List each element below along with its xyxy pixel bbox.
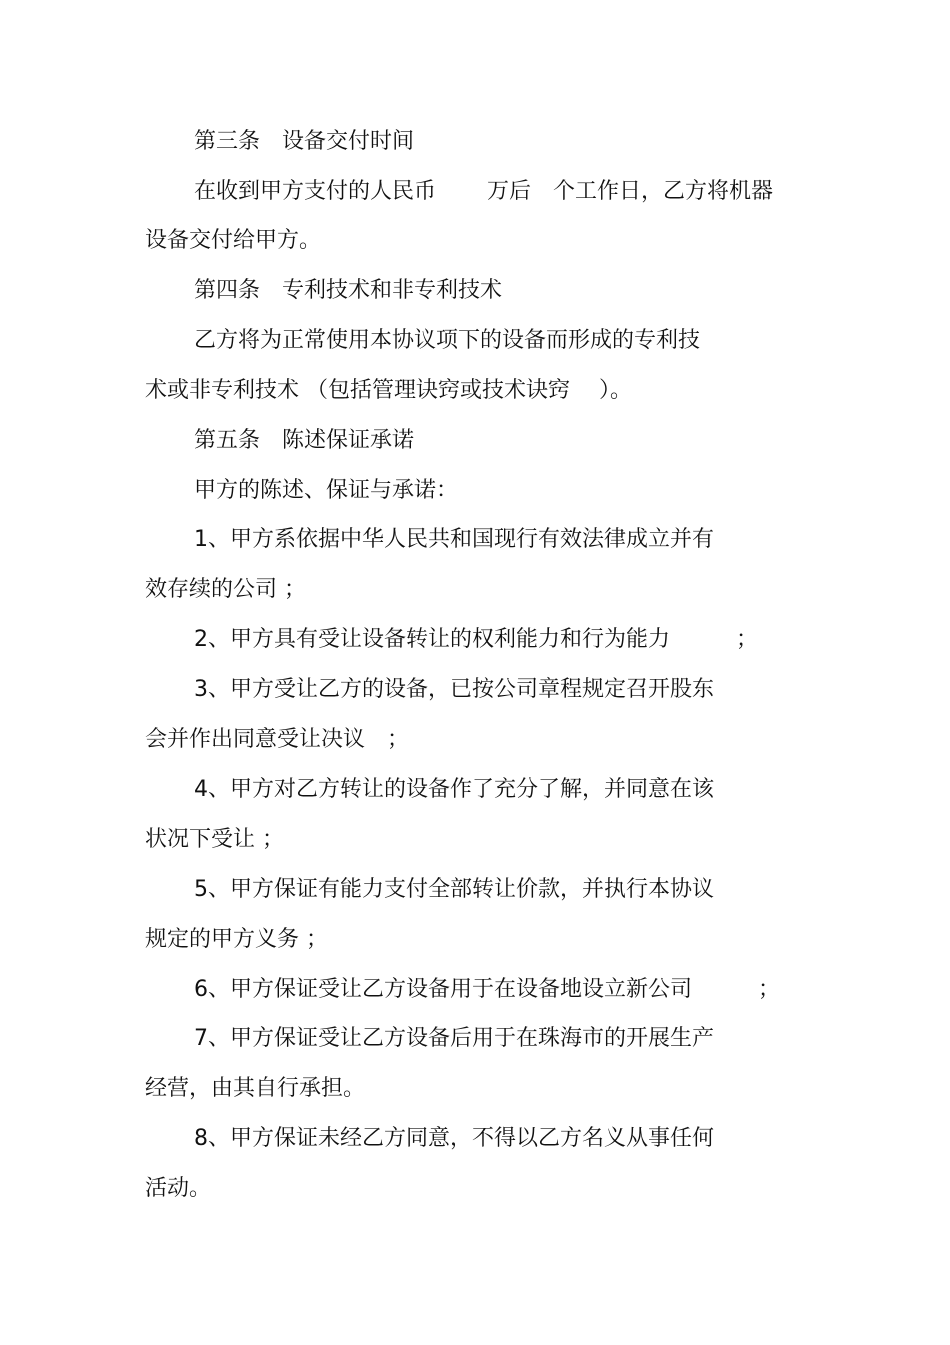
clause-5-line-1: 5、甲方保证有能力支付全部转让价款，并执行本协议 [194,877,714,902]
article-5-heading: 第五条 陈述保证承诺 [194,428,415,453]
article-4-heading: 第四条 专利技术和非专利技术 [194,278,503,303]
article-4-text-line-2: 术或非专利技术 （包括管理诀窍或技术诀窍 ）。 [145,378,632,403]
clause-5-line-2: 规定的甲方义务 ； [145,927,328,952]
article-5-intro: 甲方的陈述、保证与承诺： [194,478,459,503]
clause-7-line-1: 7、甲方保证受让乙方设备后用于在珠海市的开展生产 [194,1026,714,1051]
clause-8-line-2: 活动。 [145,1176,212,1201]
clause-1-line-1: 1、甲方系依据中华人民共和国现行有效法律成立并有 [194,527,714,552]
clause-8-line-1: 8、甲方保证未经乙方同意，不得以乙方名义从事任何 [194,1126,714,1151]
clause-7-line-2: 经营，由其自行承担。 [145,1076,366,1101]
article-3-text-line-1: 在收到甲方支付的人民币 万后 个工作日，乙方将机器 [194,179,773,204]
article-3-text-line-2: 设备交付给甲方。 [145,228,322,253]
article-3-heading: 第三条 设备交付时间 [194,129,415,154]
clause-4-line-1: 4、甲方对乙方转让的设备作了充分了解，并同意在该 [194,777,714,802]
clause-1-line-2: 效存续的公司 ； [145,577,306,602]
clause-3-line-2: 会并作出同意受让决议 ； [145,727,410,752]
clause-6-line-1: 6、甲方保证受让乙方设备用于在设备地设立新公司 ； [194,977,780,1002]
clause-3-line-1: 3、甲方受让乙方的设备，已按公司章程规定召开股东 [194,677,714,702]
clause-4-line-2: 状况下受让 ； [145,827,284,852]
clause-2-line-1: 2、甲方具有受让设备转让的权利能力和行为能力 ； [194,627,758,652]
article-4-text-line-1: 乙方将为正常使用本协议项下的设备而形成的专利技 [194,328,701,353]
